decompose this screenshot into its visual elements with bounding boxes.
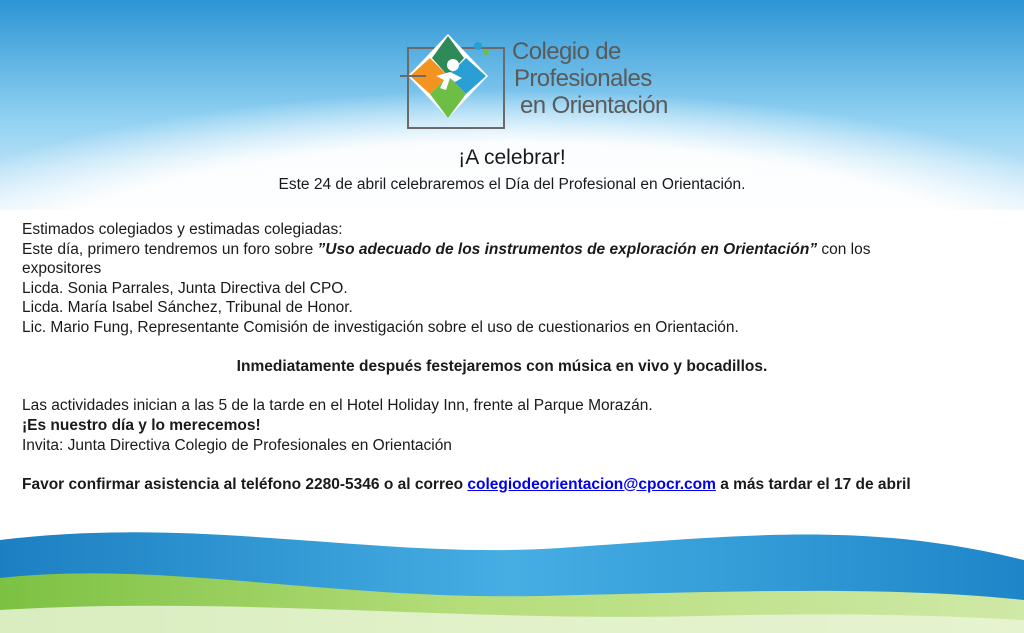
email-link[interactable]: colegiodeorientacion@cpocr.com — [467, 475, 716, 493]
rsvp-line — [22, 475, 982, 495]
speaker-1: Licda. Sonia Parrales, Junta Directiva del CPO. — [22, 279, 348, 297]
logo-line-2: Profesionales — [514, 65, 652, 92]
celebration-note: Inmediatamente después festejaremos con música en vivo y bocadillos. — [236, 358, 768, 376]
speaker-2: Licda. María Isabel Sánchez, Tribunal de Honor. — [22, 299, 353, 317]
logo-line-3: en Orientación — [520, 92, 668, 119]
forum-line — [22, 240, 982, 260]
greeting: Estimados colegiados y estimadas colegiadas: — [22, 221, 343, 238]
page-title: ¡A celebrar! — [458, 146, 566, 169]
forum-topic: ”Uso adecuado de los instrumentos de exploración en Orientación” — [317, 240, 818, 258]
cpo-logo — [400, 28, 668, 144]
forum-after: con los — [817, 240, 871, 258]
venue-info: Las actividades inician a las 5 de la tarde en el Hotel Holiday Inn, frente al Parque Morazán. — [22, 397, 653, 415]
forum-continuation: expositores — [22, 260, 102, 278]
invite-line: Invita: Junta Directiva Colegio de Profesionales en Orientación — [22, 436, 452, 454]
cpo-logo-emblem-icon — [400, 28, 510, 144]
logo-line-1: Colegio de — [512, 38, 621, 65]
subtitle: Este 24 de abril celebraremos el Día del Profesional en Orientación. — [278, 176, 746, 193]
forum-intro: Este día, primero tendremos un foro sobre — [22, 240, 318, 258]
rsvp-before: Favor confirmar asistencia al teléfono 2280-5346 o al correo — [22, 475, 468, 493]
rsvp-after: a más tardar el 17 de abril — [715, 475, 911, 493]
speaker-3: Lic. Mario Fung, Representante Comisión de investigación sobre el uso de cuestionarios en Orientación. — [22, 318, 739, 336]
invitation-body — [22, 220, 982, 494]
slogan: ¡Es nuestro día y lo merecemos! — [22, 416, 261, 434]
